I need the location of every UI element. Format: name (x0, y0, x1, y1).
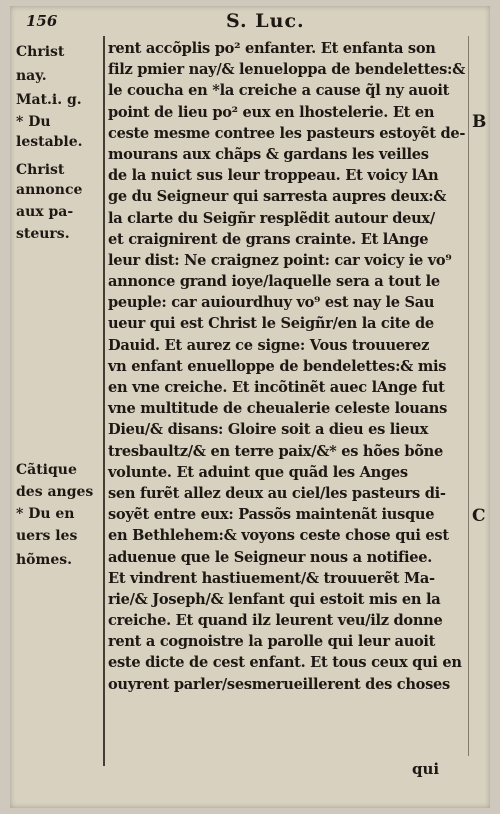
margin-note: uers les (16, 528, 78, 544)
book-page (10, 6, 490, 808)
text-line: leur dist: Ne craignez point: car voicy ie vo⁹ (108, 251, 452, 269)
text-line: este dicte de cest enfant. Et tous ceux qui en (108, 654, 462, 672)
text-line: mourans aux chãps & gardans les veilles (108, 145, 429, 163)
page-number: 156 (26, 12, 58, 30)
margin-letter-mark: C (472, 506, 486, 526)
text-line: tresbaultz/& en terre paix/&* es hões bõne (108, 442, 443, 460)
text-line: ueur qui est Christ le Seigñr/en la cite de (108, 315, 434, 333)
text-line: sen furẽt allez deux au ciel/les pasteurs di- (108, 484, 446, 502)
text-line: le coucha en *la creiche a cause q̃l ny auoit (108, 82, 450, 100)
text-line: ceste mesme contree les pasteurs estoyẽt de- (108, 124, 466, 142)
text-line: rie/& Joseph/& lenfant qui estoit mis en la (108, 590, 441, 608)
text-line: soyẽt entre eux: Passõs maintenãt iusque (108, 506, 435, 524)
catchword: qui (412, 760, 440, 778)
margin-note: steurs. (16, 226, 70, 242)
margin-note: Christ (16, 44, 65, 60)
text-line: creiche. Et quand ilz leurent veu/ilz donne (108, 612, 443, 630)
text-line: Dauid. Et aurez ce signe: Vous trouuerez (108, 336, 430, 354)
text-line: en Bethlehem:& voyons ceste chose qui est (108, 527, 449, 545)
margin-note: Christ (16, 162, 65, 178)
text-line: de la nuict sus leur troppeau. Et voicy lAn (108, 167, 439, 185)
text-line: peuple: car auiourdhuy vo⁹ est nay le Sau (108, 294, 435, 312)
text-line: vn enfant enuelloppe de bendelettes:& mis (108, 357, 447, 375)
text-line: point de lieu po² eux en lhostelerie. Et en (108, 103, 435, 121)
text-line: aduenue que le Seigneur nous a notifiee. (108, 548, 432, 566)
text-line: la clarte du Seigñr resplẽdit autour deux/ (108, 209, 435, 227)
text-line: vne multitude de cheualerie celeste louans (108, 400, 447, 418)
text-line: ge du Seigneur qui sarresta aupres deux:& (108, 188, 447, 206)
main-text-block (108, 38, 468, 695)
margin-note: des anges (16, 484, 94, 500)
margin-note: annonce (16, 182, 83, 198)
text-line: volunte. Et aduint que quãd les Anges (108, 463, 408, 481)
margin-note: nay. (16, 68, 47, 84)
margin-note: Cãtique (16, 462, 77, 478)
text-line: Et vindrent hastiuement/& trouuerẽt Ma- (108, 569, 435, 587)
margin-letter-mark: B (472, 112, 487, 132)
margin-note: lestable. (16, 134, 83, 150)
text-line: rent accõplis po² enfanter. Et enfanta son (108, 40, 436, 57)
text-line: ouyrent parler/sesmerueillerent des choses (108, 675, 450, 693)
margin-note: Mat.i. g. (16, 92, 82, 108)
margin-note: * Du (16, 114, 51, 130)
text-line: et craignirent de grans crainte. Et lAnge (108, 230, 429, 248)
text-line: rent a cognoistre la parolle qui leur auoit (108, 633, 436, 651)
running-head: S. Luc. (226, 10, 305, 32)
text-line: annonce grand ioye/laquelle sera a tout le (108, 273, 440, 291)
margin-note: * Du en (16, 506, 75, 522)
page-header (26, 10, 466, 36)
text-line: en vne creiche. Et incõtinẽt auec lAnge fut (108, 379, 445, 396)
right-rule (468, 36, 469, 756)
text-line: Dieu/& disans: Gloire soit a dieu es lieux (108, 421, 428, 439)
margin-note: hõmes. (16, 552, 72, 568)
margin-note: aux pa- (16, 204, 74, 220)
margin-rule (103, 36, 105, 766)
text-line: filz pmier nay/& lenueloppa de bendelettes:& (108, 61, 466, 79)
